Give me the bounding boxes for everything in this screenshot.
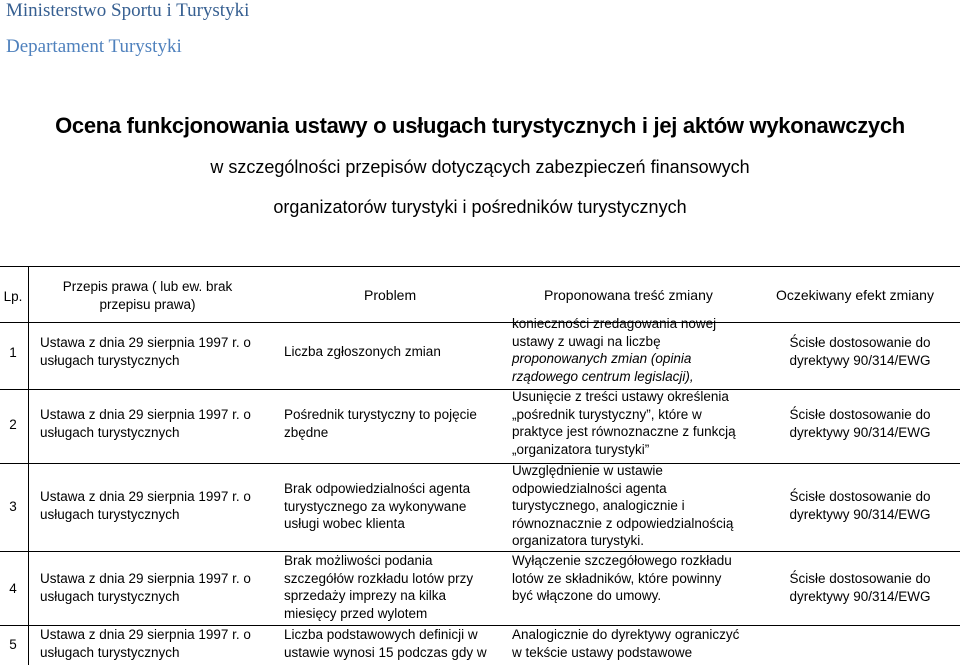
row-2-lp: 2 <box>9 417 17 432</box>
row-4-proposal-line3: być włączone do umowy. <box>512 588 662 603</box>
document-subtitle-line2: organizatorów turystyki i pośredników turystycznych <box>273 197 687 217</box>
row-3-proposal-line4: równoznacznie z odpowiedzialnością <box>512 515 734 531</box>
row-5-lp: 5 <box>9 637 17 652</box>
row-4-effect-line1: Ścisłe dostosowanie do <box>789 571 931 586</box>
row-5-problem-line1: Liczba podstawowych definicji w <box>284 627 478 642</box>
row-2-effect-line1: Ścisłe dostosowanie do <box>789 407 931 422</box>
row-3-proposal <box>512 462 757 550</box>
row-5-law-line2: usługach turystycznych <box>40 644 180 660</box>
row-border-1 <box>0 322 960 323</box>
row-3-proposal-line1: Uwzględnienie w ustawie <box>512 463 663 478</box>
col-header-law <box>40 278 255 313</box>
row-1-effect-line2: dyrektywy 90/314/EWG <box>789 352 931 368</box>
row-4-problem-line1: Brak możliwości podania <box>284 553 433 568</box>
row-border-3 <box>0 463 960 464</box>
row-1-proposal-line3: proponowanych zmian (opinia <box>512 351 692 366</box>
row-3-law-line1: Ustawa z dnia 29 sierpnia 1997 r. o <box>40 489 251 504</box>
row-5-law <box>40 626 265 661</box>
row-3-proposal-line2: odpowiedzialności agenta <box>512 480 667 496</box>
row-4-proposal <box>512 552 757 605</box>
document-title: Ocena funkcjonowania ustawy o usługach turystycznych i jej aktów wykonawczych <box>55 113 905 138</box>
row-3-lp: 3 <box>9 499 17 514</box>
row-1-law-line2: usługach turystycznych <box>40 352 180 368</box>
row-4-problem <box>284 552 504 622</box>
row-4-proposal-line2: lotów ze składników, które powinny <box>512 570 722 586</box>
row-5-law-line1: Ustawa z dnia 29 sierpnia 1997 r. o <box>40 627 251 642</box>
row-1-problem <box>284 343 504 361</box>
row-3-effect <box>760 488 960 523</box>
row-2-proposal-line3: praktyce jest równoznaczne z funkcją <box>512 424 736 439</box>
row-4-effect-line2: dyrektywy 90/314/EWG <box>789 588 931 604</box>
row-4-effect <box>760 570 960 605</box>
row-3-problem-line1: Brak odpowiedzialności agenta <box>284 481 471 496</box>
row-2-proposal-line2: „pośrednik turystyczny”, które w <box>512 406 702 422</box>
row-4-problem-line2: szczegółów rozkładu lotów przy <box>284 570 474 586</box>
col-header-effect: Oczekiwany efekt zmiany <box>776 287 934 303</box>
row-5-problem <box>284 626 504 661</box>
row-2-problem <box>284 406 504 441</box>
row-1-effect-line1: Ścisłe dostosowanie do <box>789 335 931 350</box>
row-1-proposal <box>512 315 757 385</box>
row-1-proposal-line2: ustawy z uwagi na liczbę <box>512 333 661 349</box>
row-2-proposal-line4: „organizatora turystyki” <box>512 441 650 457</box>
col-header-problem: Problem <box>364 287 417 303</box>
row-5-proposal-line1: Analogicznie do dyrektywy ograniczyć <box>512 627 740 642</box>
row-1-law <box>40 334 265 369</box>
row-3-effect-line2: dyrektywy 90/314/EWG <box>789 506 931 522</box>
row-4-proposal-line1: Wyłączenie szczegółowego rozkładu <box>512 553 732 568</box>
col-header-lp: Lp. <box>3 289 23 304</box>
row-5-proposal-line2: w tekście ustawy podstawowe <box>512 644 693 660</box>
row-border-2 <box>0 389 960 390</box>
col-header-law-line2: przepisu prawa) <box>99 296 196 312</box>
row-2-problem-line1: Pośrednik turystyczny to pojęcie <box>284 407 477 422</box>
row-1-proposal-line4: rządowego centrum legislacji), <box>512 368 694 384</box>
row-2-law-line1: Ustawa z dnia 29 sierpnia 1997 r. o <box>40 407 251 422</box>
row-1-lp: 1 <box>9 345 17 360</box>
row-2-proposal-line1: Usunięcie z treści ustawy określenia <box>512 389 729 404</box>
row-3-problem-line2: turystycznego za wykonywane <box>284 498 467 514</box>
row-2-law-line2: usługach turystycznych <box>40 424 180 440</box>
col-header-law-line1: Przepis prawa ( lub ew. brak <box>62 279 233 294</box>
row-2-problem-line2: zbędne <box>284 424 329 440</box>
row-5-problem-line2: ustawie wynosi 15 podczas gdy w <box>284 644 487 660</box>
col-header-proposal: Proponowana treść zmiany <box>544 287 713 303</box>
row-1-problem-line1: Liczba zgłoszonych zmian <box>284 344 441 359</box>
row-3-problem-line3: usługi wobec klienta <box>284 516 405 531</box>
row-4-law <box>40 570 265 605</box>
row-1-proposal-line1: konieczności zredagowania nowej <box>512 316 717 331</box>
row-4-problem-line3: sprzedaży imprezy na kilka <box>284 588 447 603</box>
row-3-law-line2: usługach turystycznych <box>40 506 180 522</box>
row-2-proposal <box>512 388 757 458</box>
row-1-effect <box>760 334 960 369</box>
row-4-problem-line4: miesięcy przed wylotem <box>284 605 428 621</box>
row-1-law-line1: Ustawa z dnia 29 sierpnia 1997 r. o <box>40 335 251 350</box>
row-2-effect <box>760 406 960 441</box>
row-3-law <box>40 488 265 523</box>
row-4-lp: 4 <box>9 581 17 596</box>
row-3-effect-line1: Ścisłe dostosowanie do <box>789 489 931 504</box>
row-3-proposal-line3: turystycznego, analogicznie i <box>512 498 685 513</box>
ministry-name: Ministerstwo Sportu i Turystyki <box>6 0 250 21</box>
document-subtitle-line1: w szczególności przepisów dotyczących zabezpieczeń finansowych <box>210 157 750 177</box>
row-4-law-line2: usługach turystycznych <box>40 588 180 604</box>
row-2-law <box>40 406 265 441</box>
row-5-proposal <box>512 626 757 661</box>
col-divider-lp <box>28 266 29 665</box>
row-4-law-line1: Ustawa z dnia 29 sierpnia 1997 r. o <box>40 571 251 586</box>
row-2-effect-line2: dyrektywy 90/314/EWG <box>789 424 931 440</box>
department-name: Departament Turystyki <box>6 36 182 57</box>
row-3-proposal-line5: organizatora turystyki. <box>512 533 645 548</box>
row-3-problem <box>284 480 504 533</box>
